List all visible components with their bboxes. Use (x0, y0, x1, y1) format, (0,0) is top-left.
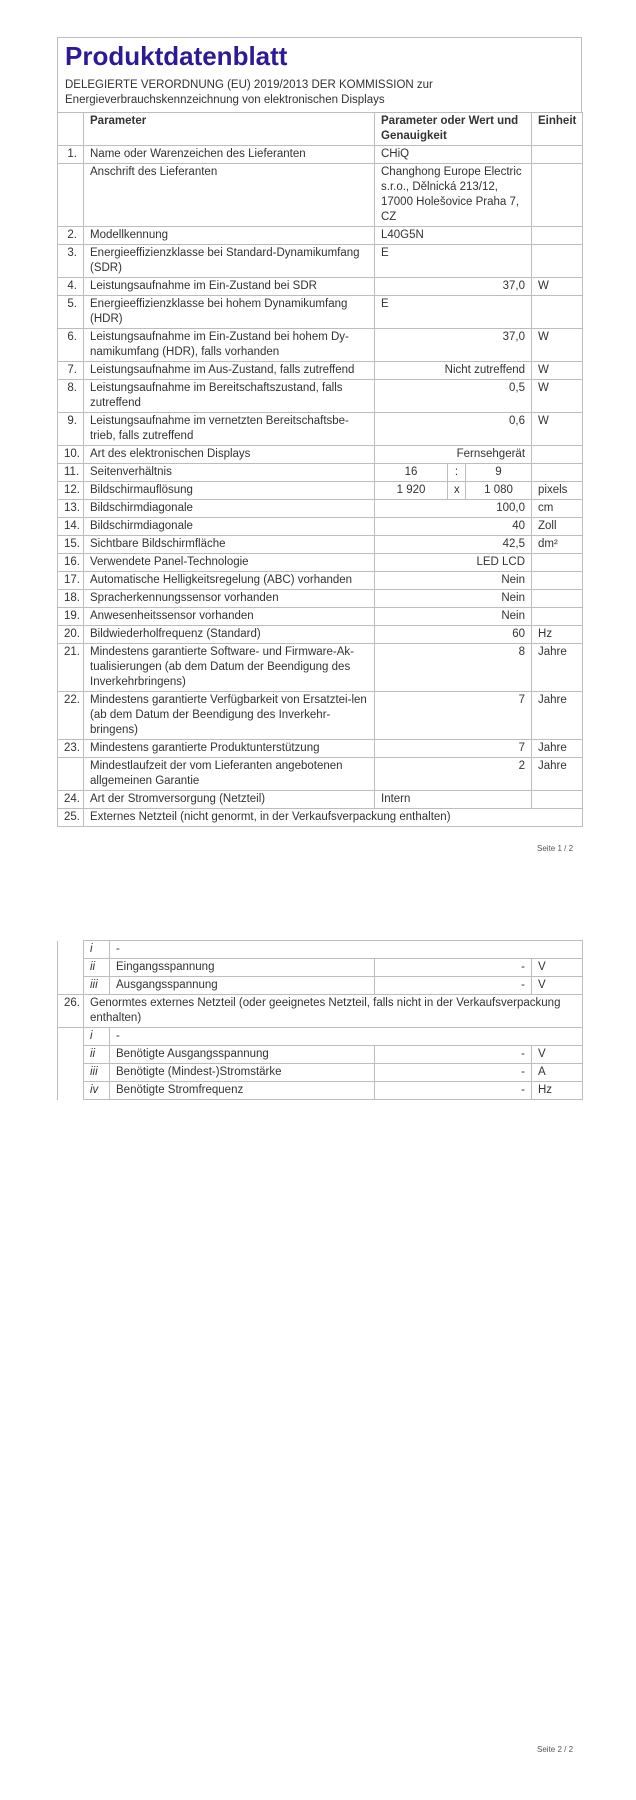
table-row (58, 554, 583, 572)
sub-value: - (375, 1064, 532, 1082)
row-unit (532, 245, 583, 278)
row-parameter: Mindestlaufzeit der vom Lieferanten angebotenen allgemeinen Garantie (84, 758, 375, 791)
row-unit (532, 590, 583, 608)
row-number: 10. (58, 446, 84, 464)
row-value: E (375, 296, 532, 329)
table-row (58, 380, 583, 413)
row-unit: Jahre (532, 692, 583, 740)
table-row (58, 608, 583, 626)
row-unit: W (532, 362, 583, 380)
table-row (58, 329, 583, 362)
row-number-blank (58, 959, 84, 977)
row-value: 100,0 (375, 500, 532, 518)
row-unit: cm (532, 500, 583, 518)
sub-value: - (375, 1046, 532, 1064)
sub-parameter: - (110, 941, 583, 959)
row-unit (532, 146, 583, 164)
row-parameter: Bildwiederholfrequenz (Standard) (84, 626, 375, 644)
sub-row (58, 1028, 583, 1046)
row-parameter: Mindestens garantierte Software- und Firmware-Ak-tualisierungen (ab dem Datum der Beendigung des Inverkehrbringens) (84, 644, 375, 692)
sub-unit: A (532, 1064, 583, 1082)
row-number: 6. (58, 329, 84, 362)
row-unit (532, 164, 583, 227)
row-number: 19. (58, 608, 84, 626)
sub-index: i (84, 1028, 110, 1046)
row-value: Nein (375, 608, 532, 626)
table-row (58, 446, 583, 464)
table-row (58, 572, 583, 590)
table-row (58, 626, 583, 644)
row-number: 24. (58, 791, 84, 809)
row-value-a: 1 920 (375, 482, 448, 500)
row-value-a: 16 (375, 464, 448, 482)
row-unit: Zoll (532, 518, 583, 536)
sub-index: iii (84, 977, 110, 995)
row-value: CHiQ (375, 146, 532, 164)
sub-unit: V (532, 1046, 583, 1064)
row-parameter: Externes Netzteil (nicht genormt, in der Verkaufsverpackung enthalten) (84, 809, 583, 827)
row-number: 16. (58, 554, 84, 572)
row-value: Nein (375, 572, 532, 590)
row-unit (532, 791, 583, 809)
sub-index: ii (84, 1046, 110, 1064)
row-number: 15. (58, 536, 84, 554)
row-number: 8. (58, 380, 84, 413)
sub-unit: Hz (532, 1082, 583, 1100)
row-parameter: Genormtes externes Netzteil (oder geeignetes Netzteil, falls nicht in der Verkaufsverpackung enthalten) (84, 995, 583, 1028)
row-number: 26. (58, 995, 84, 1028)
row-parameter: Mindestens garantierte Produktunterstützung (84, 740, 375, 758)
sub-parameter: Ausgangsspannung (110, 977, 375, 995)
row-value: 7 (375, 692, 532, 740)
page-footer-1: Seite 1 / 2 (537, 844, 574, 853)
table-row (58, 740, 583, 758)
row-parameter: Leistungsaufnahme im Ein-Zustand bei SDR (84, 278, 375, 296)
row-unit (532, 296, 583, 329)
row-value: 60 (375, 626, 532, 644)
table-row (58, 245, 583, 278)
sub-parameter: - (110, 1028, 583, 1046)
row-value-b: 1 080 (466, 482, 532, 500)
sub-parameter: Benötigte Stromfrequenz (110, 1082, 375, 1100)
row-unit: W (532, 413, 583, 446)
row-value: E (375, 245, 532, 278)
row-number: 17. (58, 572, 84, 590)
row-value-separator: x (448, 482, 466, 500)
row-parameter: Energieeffizienzklasse bei hohem Dynamikumfang (HDR) (84, 296, 375, 329)
row-number: 21. (58, 644, 84, 692)
power-supply-table (57, 940, 583, 1100)
row-number: 13. (58, 500, 84, 518)
row-value: Intern (375, 791, 532, 809)
table-row (58, 164, 583, 227)
table-row (58, 362, 583, 380)
table-row (58, 146, 583, 164)
sub-index: ii (84, 959, 110, 977)
row-value: 8 (375, 644, 532, 692)
table-row (58, 482, 583, 500)
table-row (58, 413, 583, 446)
row-value: 37,0 (375, 329, 532, 362)
row-number-blank (58, 1064, 84, 1082)
table-row (58, 464, 583, 482)
row-parameter: Leistungsaufnahme im vernetzten Bereitschaftsbe-trieb, falls zutreffend (84, 413, 375, 446)
table-row (58, 518, 583, 536)
row-parameter: Leistungsaufnahme im Ein-Zustand bei hohem Dy-namikumfang (HDR), falls vorhanden (84, 329, 375, 362)
sub-unit: V (532, 959, 583, 977)
row-value: L40G5N (375, 227, 532, 245)
row-parameter: Mindestens garantierte Verfügbarkeit von Ersatztei-len (ab dem Datum der Beendigung des Inverkehr-bringens) (84, 692, 375, 740)
sub-index: iii (84, 1064, 110, 1082)
row-parameter: Name oder Warenzeichen des Lieferanten (84, 146, 375, 164)
row-unit: Jahre (532, 740, 583, 758)
row-number-blank (58, 1028, 84, 1046)
row-number: 22. (58, 692, 84, 740)
table-row (58, 995, 583, 1028)
row-value: Fernsehgerät (375, 446, 532, 464)
row-parameter: Leistungsaufnahme im Aus-Zustand, falls zutreffend (84, 362, 375, 380)
row-parameter: Art des elektronischen Displays (84, 446, 375, 464)
page-1 (57, 37, 582, 827)
row-unit: pixels (532, 482, 583, 500)
row-unit (532, 446, 583, 464)
row-unit: Hz (532, 626, 583, 644)
row-unit: W (532, 329, 583, 362)
sub-parameter: Benötigte (Mindest-)Stromstärke (110, 1064, 375, 1082)
row-number-blank (58, 941, 84, 959)
row-number: 12. (58, 482, 84, 500)
table-row (58, 758, 583, 791)
sub-unit: V (532, 977, 583, 995)
row-unit (532, 227, 583, 245)
table-row (58, 791, 583, 809)
row-parameter: Modellkennung (84, 227, 375, 245)
row-value-b: 9 (466, 464, 532, 482)
table-row (58, 500, 583, 518)
page-title: Produktdatenblatt (65, 41, 288, 71)
row-number: 18. (58, 590, 84, 608)
row-number: 1. (58, 146, 84, 164)
sub-parameter: Eingangsspannung (110, 959, 375, 977)
row-value: LED LCD (375, 554, 532, 572)
row-value: 7 (375, 740, 532, 758)
row-parameter: Art der Stromversorgung (Netzteil) (84, 791, 375, 809)
row-parameter: Anschrift des Lieferanten (84, 164, 375, 227)
row-number-blank (58, 977, 84, 995)
sub-row (58, 1082, 583, 1100)
sub-row (58, 1064, 583, 1082)
page-2 (57, 940, 582, 1100)
sub-index: i (84, 941, 110, 959)
sub-parameter: Benötigte Ausgangsspannung (110, 1046, 375, 1064)
row-parameter: Leistungsaufnahme im Bereitschaftszustand, falls zutreffend (84, 380, 375, 413)
table-row (58, 278, 583, 296)
row-number (58, 758, 84, 791)
row-value: 2 (375, 758, 532, 791)
sub-value: - (375, 959, 532, 977)
row-number: 25. (58, 809, 84, 827)
row-parameter: Bildschirmdiagonale (84, 518, 375, 536)
row-unit (532, 554, 583, 572)
row-value: 0,5 (375, 380, 532, 413)
table-row (58, 590, 583, 608)
row-number-blank (58, 1082, 84, 1100)
row-value: Changhong Europe Electric s.r.o., Dělnická 213/12, 17000 Holešovice Praha 7, CZ (375, 164, 532, 227)
row-parameter: Sichtbare Bildschirmfläche (84, 536, 375, 554)
row-unit: Jahre (532, 758, 583, 791)
row-parameter: Verwendete Panel-Technologie (84, 554, 375, 572)
product-data-table (57, 112, 583, 827)
row-value: Nicht zutreffend (375, 362, 532, 380)
table-row (58, 536, 583, 554)
sub-row (58, 1046, 583, 1064)
page-footer-2: Seite 2 / 2 (537, 1745, 574, 1754)
sub-row (58, 941, 583, 959)
table-header-row (58, 113, 583, 146)
row-number: 9. (58, 413, 84, 446)
table-row (58, 227, 583, 245)
row-number: 3. (58, 245, 84, 278)
row-parameter: Spracherkennungssensor vorhanden (84, 590, 375, 608)
row-number: 2. (58, 227, 84, 245)
row-unit (532, 464, 583, 482)
table-row (58, 692, 583, 740)
row-parameter: Seitenverhältnis (84, 464, 375, 482)
row-value: 0,6 (375, 413, 532, 446)
regulation-subtitle: DELEGIERTE VERORDNUNG (EU) 2019/2013 DER KOMMISSION zur Energieverbrauchskennzeichnung von elektronischen Displays (65, 79, 433, 106)
header-parameter: Parameter (84, 113, 375, 146)
row-value: 42,5 (375, 536, 532, 554)
sub-index: iv (84, 1082, 110, 1100)
row-value-separator: : (448, 464, 466, 482)
sub-value: - (375, 977, 532, 995)
row-number: 11. (58, 464, 84, 482)
row-unit: Jahre (532, 644, 583, 692)
row-number (58, 164, 84, 227)
row-number: 4. (58, 278, 84, 296)
table-row (58, 296, 583, 329)
row-unit: W (532, 278, 583, 296)
row-number: 7. (58, 362, 84, 380)
row-parameter: Automatische Helligkeitsregelung (ABC) vorhanden (84, 572, 375, 590)
row-parameter: Bildschirmauflösung (84, 482, 375, 500)
row-value: Nein (375, 590, 532, 608)
row-unit: dm² (532, 536, 583, 554)
row-parameter: Anwesenheitssensor vorhanden (84, 608, 375, 626)
row-parameter: Energieeffizienzklasse bei Standard-Dynamikumfang (SDR) (84, 245, 375, 278)
header-value: Parameter oder Wert und Genauigkeit (375, 113, 532, 146)
row-number: 20. (58, 626, 84, 644)
row-unit (532, 608, 583, 626)
row-unit: W (532, 380, 583, 413)
row-number: 5. (58, 296, 84, 329)
sub-row (58, 959, 583, 977)
row-value: 40 (375, 518, 532, 536)
row-unit (532, 572, 583, 590)
sub-value: - (375, 1082, 532, 1100)
table-row (58, 809, 583, 827)
table-row (58, 644, 583, 692)
document-header (57, 37, 582, 112)
row-value: 37,0 (375, 278, 532, 296)
header-unit: Einheit (532, 113, 583, 146)
row-number-blank (58, 1046, 84, 1064)
row-number: 14. (58, 518, 84, 536)
row-number: 23. (58, 740, 84, 758)
row-parameter: Bildschirmdiagonale (84, 500, 375, 518)
sub-row (58, 977, 583, 995)
